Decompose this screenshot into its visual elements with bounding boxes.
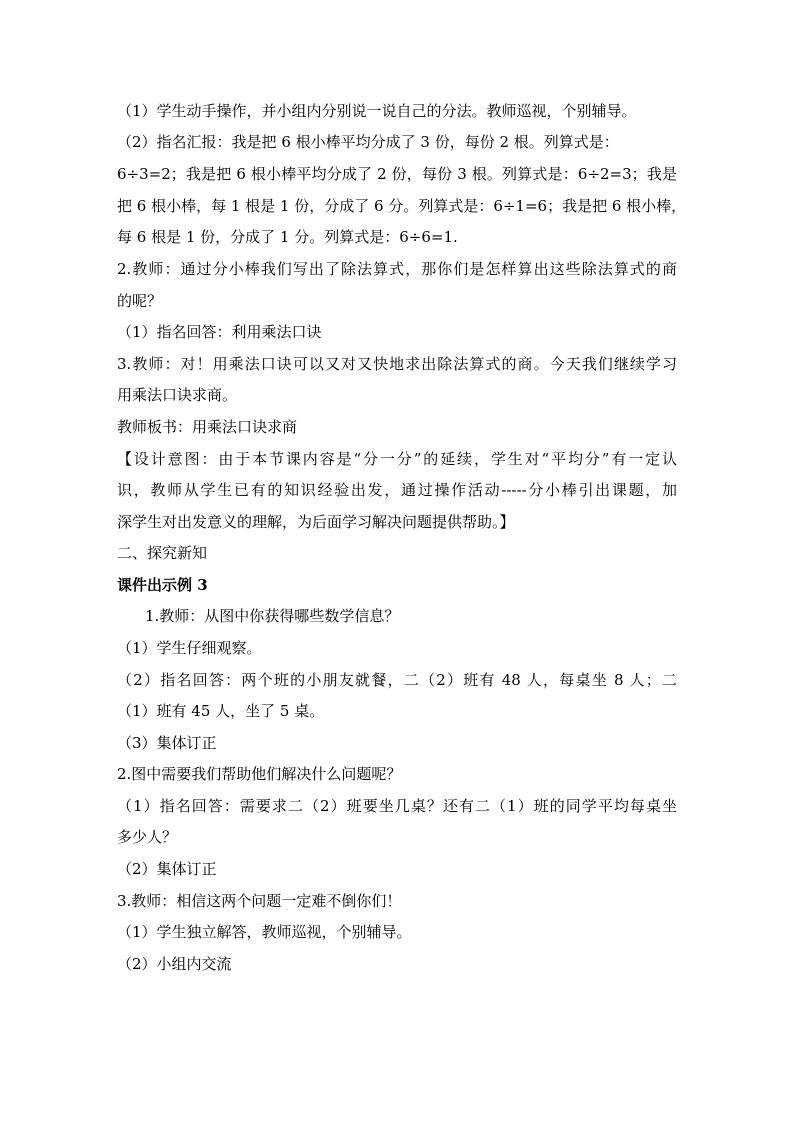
paragraph-line: 6÷3=2；我是把 6 根小棒平均分成了 2 份，每份 3 根。列算式是：6÷2=3；我是: [117, 165, 677, 183]
paragraph-line: 的呢？: [117, 292, 163, 310]
design-intent-line: 深学生对出发意义的理解，为后面学习解决问题提供帮助。】: [117, 513, 515, 531]
paragraph-line: （1）班有 45 人，坐了 5 桌。: [117, 702, 325, 720]
paragraph-line: （2）小组内交流: [117, 955, 232, 973]
example-heading: 课件出示例 3: [117, 576, 208, 594]
paragraph-line: （1）学生独立解答，教师巡视，个别辅导。: [117, 923, 412, 941]
paragraph-line: 多少人？: [117, 828, 178, 846]
paragraph-line: 教师板书：用乘法口诀求商: [117, 418, 298, 436]
paragraph-line: 每 6 根是 1 份，分成了 1 分。列算式是：6÷6=1.: [117, 228, 458, 246]
paragraph-line: （1）指名回答：需要求二（2）班要坐几桌？还有二（1）班的同学平均每桌坐: [117, 797, 677, 815]
paragraph-line: （1）学生动手操作，并小组内分别说一说自己的分法。教师巡视，个别辅导。: [117, 102, 637, 120]
paragraph-line: 3.教师：相信这两个问题一定难不倒你们！: [117, 892, 402, 910]
section-heading: 二、探究新知: [117, 544, 208, 562]
design-intent-line: 【设计意图：由于本节课内容是“分一分”的延续，学生对“平均分”有一定认: [117, 450, 677, 468]
paragraph-line: 1.教师：从图中你获得哪些数学信息？: [145, 607, 400, 625]
paragraph-line: 2.教师：通过分小棒我们写出了除法算式，那你们是怎样算出这些除法算式的商: [117, 260, 677, 278]
paragraph-line: （3）集体订正: [117, 734, 217, 752]
paragraph-line: （1）指名回答：利用乘法口诀: [117, 323, 322, 341]
paragraph-line: 用乘法口诀求商。: [117, 386, 238, 404]
design-intent-line: 识，教师从学生已有的知识经验出发，通过操作活动-----分小棒引出课题，加: [117, 481, 677, 499]
paragraph-line: （2）指名汇报：我是把 6 根小棒平均分成了 3 份，每份 2 根。列算式是：: [117, 133, 619, 151]
paragraph-line: 把 6 根小棒，每 1 根是 1 份，分成了 6 分。列算式是：6÷1=6；我是把 6 根小棒，: [117, 197, 687, 215]
paragraph-line: （1）学生仔细观察。: [117, 639, 262, 657]
paragraph-line: 3.教师：对！用乘法口诀可以又对又快地求出除法算式的商。今天我们继续学习: [117, 355, 677, 373]
paragraph-line: （2）指名回答：两个班的小朋友就餐，二（2）班有 48 人，每桌坐 8 人；二: [117, 671, 677, 689]
paragraph-line: （2）集体订正: [117, 860, 217, 878]
paragraph-line: 2.图中需要我们帮助他们解决什么问题呢？: [117, 765, 402, 783]
